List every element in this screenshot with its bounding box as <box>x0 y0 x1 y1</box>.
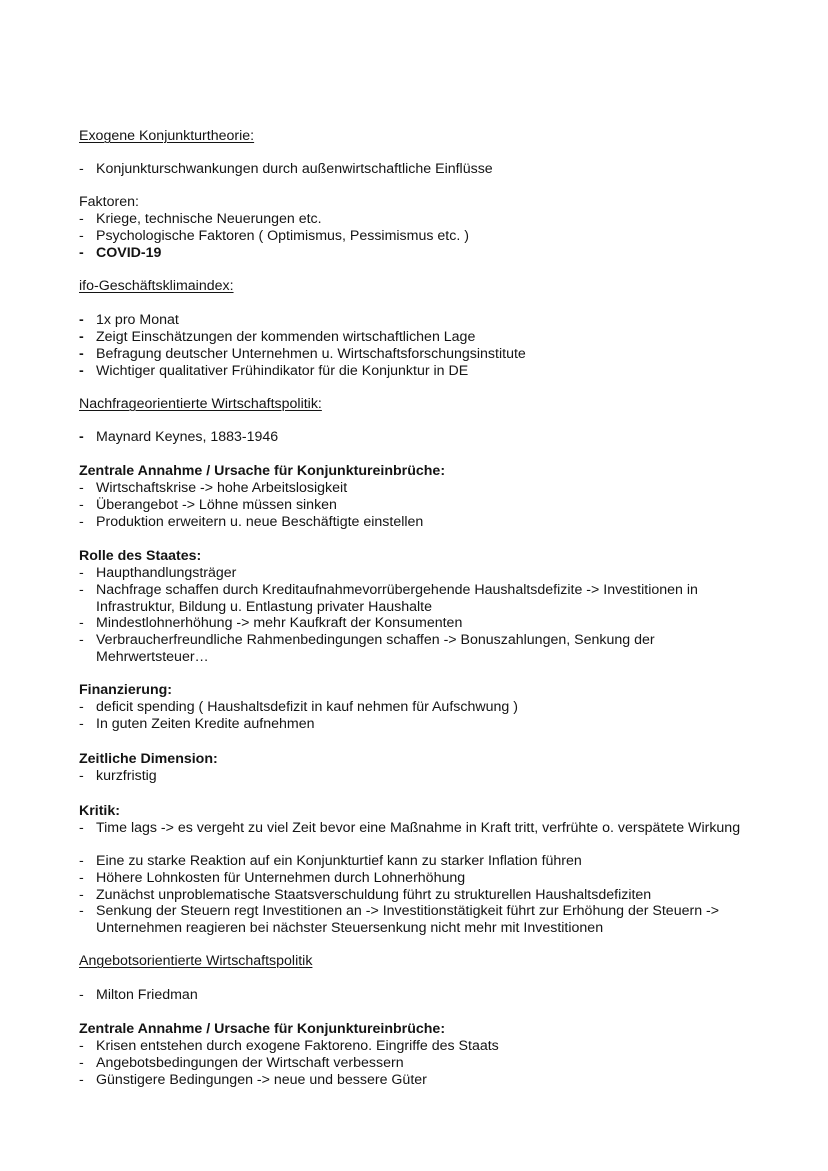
heading-exogene-konjunkturtheorie: Exogene Konjunkturtheorie: <box>79 128 255 144</box>
list-item <box>79 312 769 329</box>
list-item-text: Mindestlohnerhöhung -> mehr Kaufkraft der Konsumenten <box>96 615 463 631</box>
list-item <box>79 245 769 262</box>
bullet-dash: - <box>79 1038 84 1054</box>
label-faktoren: Faktoren: <box>79 194 139 210</box>
list-item <box>79 632 769 666</box>
bullet-dash: - <box>79 820 84 836</box>
list-item <box>79 565 769 582</box>
list-item <box>79 820 769 837</box>
bullet-dash: - <box>79 1072 84 1088</box>
bullet-dash: - <box>79 346 84 362</box>
list-item <box>79 987 769 1004</box>
list-item-text: Befragung deutscher Unternehmen u. Wirtschaftsforschungsinstitute <box>96 346 526 362</box>
list-item-text: Produktion erweitern u. neue Beschäftigte einstellen <box>96 514 424 530</box>
bullet-dash: - <box>79 497 84 513</box>
subheading-zentrale-annahme-angebot: Zentrale Annahme / Ursache für Konjunktureinbrüche: <box>79 1021 446 1037</box>
list-item-text: Eine zu starke Reaktion auf ein Konjunkturtief kann zu starker Inflation führen <box>96 853 582 869</box>
list-item <box>79 903 769 937</box>
bullet-dash: - <box>79 987 84 1003</box>
list-item <box>79 699 769 716</box>
subheading-zentrale-annahme: Zentrale Annahme / Ursache für Konjunktureinbrüche: <box>79 463 446 479</box>
list-item <box>79 716 769 733</box>
list-item-text: Konjunkturschwankungen durch außenwirtschaftliche Einflüsse <box>96 161 493 177</box>
subheading-finanzierung: Finanzierung: <box>79 682 173 698</box>
list-item <box>79 480 769 497</box>
bullet-dash: - <box>79 853 84 869</box>
list-item-text: deficit spending ( Haushaltsdefizit in kauf nehmen für Aufschwung ) <box>96 699 518 715</box>
bullet-dash: - <box>79 887 84 903</box>
subheading-rolle-des-staates: Rolle des Staates: <box>79 548 202 564</box>
list-item <box>79 1055 769 1072</box>
list-item-text: Wirtschaftskrise -> hohe Arbeitslosigkeit <box>96 480 348 496</box>
bullet-dash: - <box>79 870 84 886</box>
heading-nachfrageorientierte-wirtschaftspolitik: Nachfrageorientierte Wirtschaftspolitik: <box>79 396 322 412</box>
list-item-text: Kriege, technische Neuerungen etc. <box>96 211 322 227</box>
list-item-text: Maynard Keynes, 1883-1946 <box>96 429 279 445</box>
bullet-dash: - <box>79 480 84 496</box>
subheading-zeitliche-dimension: Zeitliche Dimension: <box>79 751 218 767</box>
list-item-text: Überangebot -> Löhne müssen sinken <box>96 497 337 513</box>
subheading-kritik: Kritik: <box>79 803 120 819</box>
list-item-text: Senkung der Steuern regt Investitionen an -> Investitionstätigkeit führt zur Erhöhung der Steuern -> Unternehmen reagieren bei nächster Steuersenkung nicht mehr mit Investitionen <box>96 903 720 936</box>
list-item-text: Zeigt Einschätzungen der kommenden wirtschaftlichen Lage <box>96 329 476 345</box>
list-item <box>79 211 769 228</box>
list-item-text: In guten Zeiten Kredite aufnehmen <box>96 716 315 732</box>
list-item <box>79 1038 769 1055</box>
list-item-text: Psychologische Faktoren ( Optimismus, Pessimismus etc. ) <box>96 228 469 244</box>
list-item-text: Krisen entstehen durch exogene Faktoreno. Eingriffe des Staats <box>96 1038 499 1054</box>
list-item-text: Verbraucherfreundliche Rahmenbedingungen schaffen -> Bonuszahlungen, Senkung der Mehrwertsteuer… <box>96 632 655 665</box>
bullet-dash: - <box>79 211 84 227</box>
list-item <box>79 329 769 346</box>
heading-angebotsorientierte-wirtschaftspolitik: Angebotsorientierte Wirtschaftspolitik <box>79 953 313 969</box>
list-item <box>79 346 769 363</box>
bullet-dash: - <box>79 329 84 345</box>
bullet-dash: - <box>79 582 84 598</box>
list-item <box>79 887 769 904</box>
list-item <box>79 228 769 245</box>
bullet-dash: - <box>79 363 84 379</box>
list-item-text: Günstigere Bedingungen -> neue und bessere Güter <box>96 1072 427 1088</box>
list-item <box>79 1072 769 1089</box>
list-item <box>79 768 769 785</box>
bullet-dash: - <box>79 312 84 328</box>
bullet-dash: - <box>79 429 84 445</box>
bullet-dash: - <box>79 565 84 581</box>
list-item <box>79 582 769 616</box>
list-item <box>79 161 769 178</box>
list-item-text: Time lags -> es vergeht zu viel Zeit bevor eine Maßnahme in Kraft tritt, verfrühte o. verspätete Wirkung <box>96 820 741 836</box>
list-item-text: Angebotsbedingungen der Wirtschaft verbessern <box>96 1055 404 1071</box>
bullet-dash: - <box>79 632 84 648</box>
list-item <box>79 514 769 531</box>
list-item-text: Zunächst unproblematische Staatsverschuldung führt zu strukturellen Haushaltsdefiziten <box>96 887 652 903</box>
bullet-dash: - <box>79 716 84 732</box>
bullet-dash: - <box>79 514 84 530</box>
list-item-text: Milton Friedman <box>96 987 198 1003</box>
list-item <box>79 429 769 446</box>
list-item-text: Nachfrage schaffen durch Kreditaufnahmevorrübergehende Haushaltsdefizite -> Investitionen in Infrastruktur, Bildung u. Entlastung privater Haushalte <box>96 582 698 615</box>
list-item <box>79 615 769 632</box>
bullet-dash: - <box>79 228 84 244</box>
bullet-dash: - <box>79 1055 84 1071</box>
bullet-dash: - <box>79 245 84 261</box>
bullet-dash: - <box>79 699 84 715</box>
list-item <box>79 363 769 380</box>
bullet-dash: - <box>79 903 84 919</box>
bullet-dash: - <box>79 615 84 631</box>
list-item <box>79 497 769 514</box>
list-item-text: Höhere Lohnkosten für Unternehmen durch Lohnerhöhung <box>96 870 466 886</box>
list-item <box>79 870 769 887</box>
list-item <box>79 853 769 870</box>
bullet-dash: - <box>79 161 84 177</box>
list-item-text: kurzfristig <box>96 768 157 784</box>
list-item-text: 1x pro Monat <box>96 312 179 328</box>
heading-ifo-geschaeftsklimaindex: ifo-Geschäftsklimaindex: <box>79 278 234 294</box>
bullet-dash: - <box>79 768 84 784</box>
list-item-text: Haupthandlungsträger <box>96 565 237 581</box>
list-item-text: Wichtiger qualitativer Frühindikator für die Konjunktur in DE <box>96 363 469 379</box>
list-item-text: COVID-19 <box>96 245 162 261</box>
